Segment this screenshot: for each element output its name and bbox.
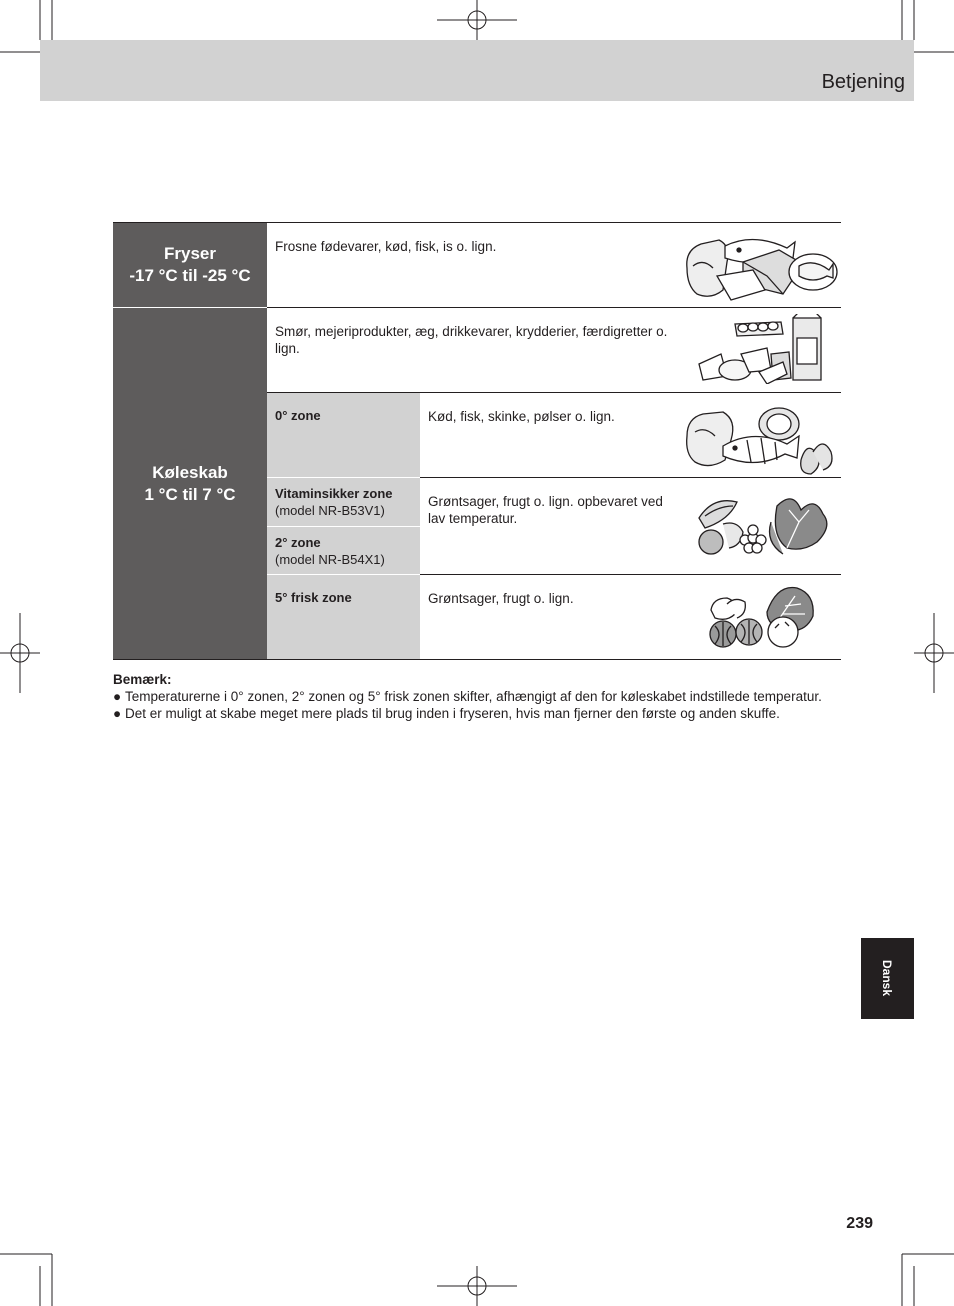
freezer-temp: -17 °C til -25 °C <box>129 265 251 285</box>
zone-cell-2 <box>267 527 420 574</box>
freezer-description: Frosne fødevarer, kød, fisk, is o. lign. <box>275 239 497 254</box>
fresh-produce-icon <box>705 582 823 652</box>
language-tab <box>861 938 914 1019</box>
note-text: Temperaturerne i 0° zonen, 2° zonen og 5° frisk zonen skifter, afhængigt af den for køleskabet indstillede temperatur. <box>125 689 822 704</box>
zone-model: (model NR-B53V1) <box>275 503 385 518</box>
zone-3-description: Grøntsager, frugt o. lign. <box>428 591 574 606</box>
row-divider <box>420 574 841 575</box>
dairy-food-icon <box>697 314 827 384</box>
note-item <box>113 688 843 705</box>
registration-mark-icon <box>914 613 954 693</box>
notes-title: Bemærk: <box>113 672 172 687</box>
fridge-category-cell <box>113 308 267 660</box>
freezer-category-cell <box>113 222 267 307</box>
zone-cell-1 <box>267 478 420 526</box>
meat-fish-icon <box>683 400 841 478</box>
note-item <box>113 705 843 722</box>
bullet-icon: ● <box>113 706 122 721</box>
zone-cell-3 <box>267 575 420 659</box>
table-bottom-border <box>113 659 841 660</box>
vegetables-fruit-icon <box>693 492 833 558</box>
zone-cell-0 <box>267 393 420 477</box>
notes-section <box>113 671 843 722</box>
header-band <box>40 40 914 101</box>
zone-1-description: Grøntsager, frugt o. lign. opbevaret ved lav temperatur. <box>428 494 663 526</box>
registration-mark-icon <box>437 0 517 40</box>
zone-name: 5° frisk zone <box>275 590 352 605</box>
zone-name: Vitaminsikker zone <box>275 486 393 501</box>
registration-mark-icon <box>437 1266 517 1306</box>
zone-name: 0° zone <box>275 408 321 423</box>
language-label: Dansk <box>880 959 894 997</box>
table-top-border <box>113 222 841 223</box>
zone-name: 2° zone <box>275 535 321 550</box>
row-divider <box>267 307 841 308</box>
zone-model: (model NR-B54X1) <box>275 552 385 567</box>
fridge-description: Smør, mejeriprodukter, æg, drikkevarer, krydderier, færdigretter o. lign. <box>275 324 668 356</box>
bullet-icon: ● <box>113 689 122 704</box>
page-number: 239 <box>846 1215 873 1232</box>
freezer-name: Fryser <box>164 243 216 263</box>
zone-0-description: Kød, fisk, skinke, pølser o. lign. <box>428 409 615 424</box>
frozen-food-icon <box>683 228 841 304</box>
note-text: Det er muligt at skabe meget mere plads til brug inden i fryseren, hvis man fjerner den første og anden skuffe. <box>125 706 780 721</box>
registration-mark-icon <box>0 613 40 693</box>
fridge-temp: 1 °C til 7 °C <box>144 485 236 504</box>
fridge-name: Køleskab <box>152 463 228 482</box>
storage-table <box>113 222 841 660</box>
section-title: Betjening <box>821 71 905 93</box>
